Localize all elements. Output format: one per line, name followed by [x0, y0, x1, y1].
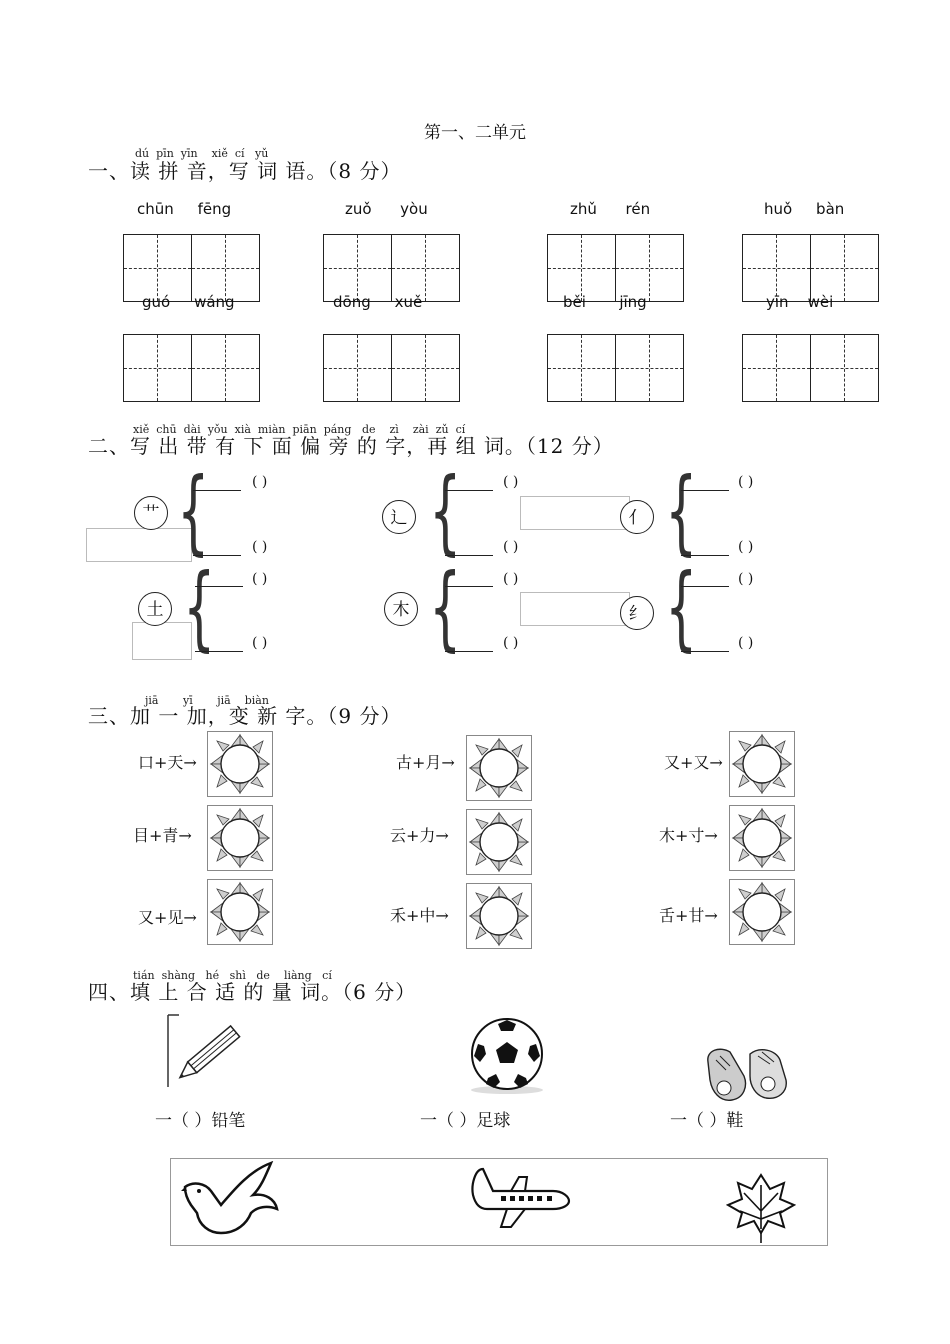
answer-blank[interactable]	[195, 574, 243, 587]
radical-circle: 辶	[382, 500, 416, 534]
bird-icon	[181, 1161, 281, 1241]
answer-blank[interactable]	[681, 574, 729, 587]
writing-grid[interactable]	[123, 234, 260, 302]
faint-box	[520, 496, 630, 530]
answer-blank[interactable]	[193, 478, 241, 491]
answer-blank[interactable]	[445, 478, 493, 491]
brace: {	[665, 554, 698, 661]
char-equation: 云+力→	[390, 826, 449, 845]
answer-blank[interactable]	[681, 478, 729, 491]
radical-circle: 土	[138, 592, 172, 626]
section4-heading: 四、填 上 合 适 的 量 词。（6 分）	[88, 980, 417, 1004]
section1-heading-pinyin: dú pīn yīn xiě cí yǔ	[135, 147, 269, 160]
sun-answer-icon[interactable]	[729, 879, 795, 945]
word-paren[interactable]: ( )	[738, 474, 754, 490]
char-equation: 木+寸→	[659, 826, 718, 845]
writing-grid[interactable]	[742, 234, 879, 302]
measure-word-item[interactable]: 一（ ）足球	[420, 1111, 511, 1131]
radical-circle: 艹	[134, 496, 168, 530]
char-equation: 舌+甘→	[659, 906, 718, 925]
sun-answer-icon[interactable]	[207, 731, 273, 797]
pinyin-pair: zuǒ yòu	[345, 200, 428, 218]
char-equation: 又+见→	[138, 908, 197, 927]
faint-box	[86, 528, 192, 562]
section4-heading-pinyin: tián shàng hé shì de liàng cí	[133, 969, 332, 982]
pinyin-pair: běi jīng	[563, 293, 647, 311]
char-equation: 禾+中→	[390, 906, 449, 925]
sun-answer-icon[interactable]	[466, 735, 532, 801]
measure-word-item[interactable]: 一（ ）鞋	[670, 1111, 744, 1131]
word-paren[interactable]: ( )	[252, 635, 268, 651]
char-equation: 古+月→	[396, 753, 455, 772]
pinyin-pair: zhǔ rén	[570, 200, 651, 218]
word-paren[interactable]: ( )	[738, 635, 754, 651]
page-title: 第一、二单元	[424, 123, 526, 143]
measure-word-item[interactable]: 一（ ）铅笔	[155, 1111, 246, 1131]
airplane-icon	[467, 1165, 571, 1231]
section3-heading: 三、加 一 加，变 新 字。（9 分）	[88, 704, 402, 728]
answer-blank[interactable]	[445, 574, 493, 587]
brace: {	[429, 458, 462, 565]
char-equation: 口+天→	[138, 753, 197, 772]
char-equation: 目+青→	[133, 826, 192, 845]
section2-heading-pinyin: xiě chū dài yǒu xià miàn piān páng de zì zài zǔ cí	[133, 423, 466, 436]
leaf-icon	[726, 1171, 796, 1243]
sun-answer-icon[interactable]	[207, 879, 273, 945]
faint-box	[520, 592, 630, 626]
answer-blank[interactable]	[681, 639, 729, 652]
writing-grid[interactable]	[547, 234, 684, 302]
word-paren[interactable]: ( )	[252, 571, 268, 587]
word-paren[interactable]: ( )	[252, 474, 268, 490]
radical-circle: 纟	[620, 596, 654, 630]
brace: {	[183, 554, 216, 661]
writing-grid[interactable]	[742, 334, 879, 402]
radical-circle: 亻	[620, 500, 654, 534]
word-paren[interactable]: ( )	[738, 571, 754, 587]
pinyin-pair: chūn fēng	[137, 200, 232, 218]
word-paren[interactable]: ( )	[503, 571, 519, 587]
pinyin-pair: huǒ bàn	[764, 200, 845, 218]
pinyin-pair: dōng xuě	[333, 293, 423, 311]
word-paren[interactable]: ( )	[252, 539, 268, 555]
picture-box	[170, 1158, 828, 1246]
shoes-icon	[700, 1042, 794, 1106]
writing-grid[interactable]	[323, 334, 460, 402]
sun-answer-icon[interactable]	[207, 805, 273, 871]
word-paren[interactable]: ( )	[738, 539, 754, 555]
writing-grid[interactable]	[123, 334, 260, 402]
section2-heading: 二、写 出 带 有 下 面 偏 旁 的 字，再 组 词。（12 分）	[88, 434, 614, 458]
sun-answer-icon[interactable]	[466, 883, 532, 949]
pinyin-pair: yīn wèi	[766, 293, 834, 311]
sun-answer-icon[interactable]	[466, 809, 532, 875]
word-paren[interactable]: ( )	[503, 539, 519, 555]
word-paren[interactable]: ( )	[503, 635, 519, 651]
sun-answer-icon[interactable]	[729, 731, 795, 797]
pencil-icon	[167, 1014, 253, 1088]
brace: {	[429, 554, 462, 661]
radical-circle: 木	[384, 592, 418, 626]
brace: {	[177, 458, 210, 565]
word-paren[interactable]: ( )	[503, 474, 519, 490]
answer-blank[interactable]	[445, 639, 493, 652]
char-equation: 又+又→	[664, 753, 723, 772]
answer-blank[interactable]	[195, 639, 243, 652]
brace: {	[665, 458, 698, 565]
writing-grid[interactable]	[547, 334, 684, 402]
section3-heading-pinyin: jiā yī jiā biàn	[145, 694, 269, 707]
pinyin-pair: guó wáng	[142, 293, 235, 311]
section1-heading: 一、读 拼 音，写 词 语。（8 分）	[88, 159, 402, 183]
writing-grid[interactable]	[323, 234, 460, 302]
soccer-ball-icon	[466, 1014, 548, 1096]
sun-answer-icon[interactable]	[729, 805, 795, 871]
